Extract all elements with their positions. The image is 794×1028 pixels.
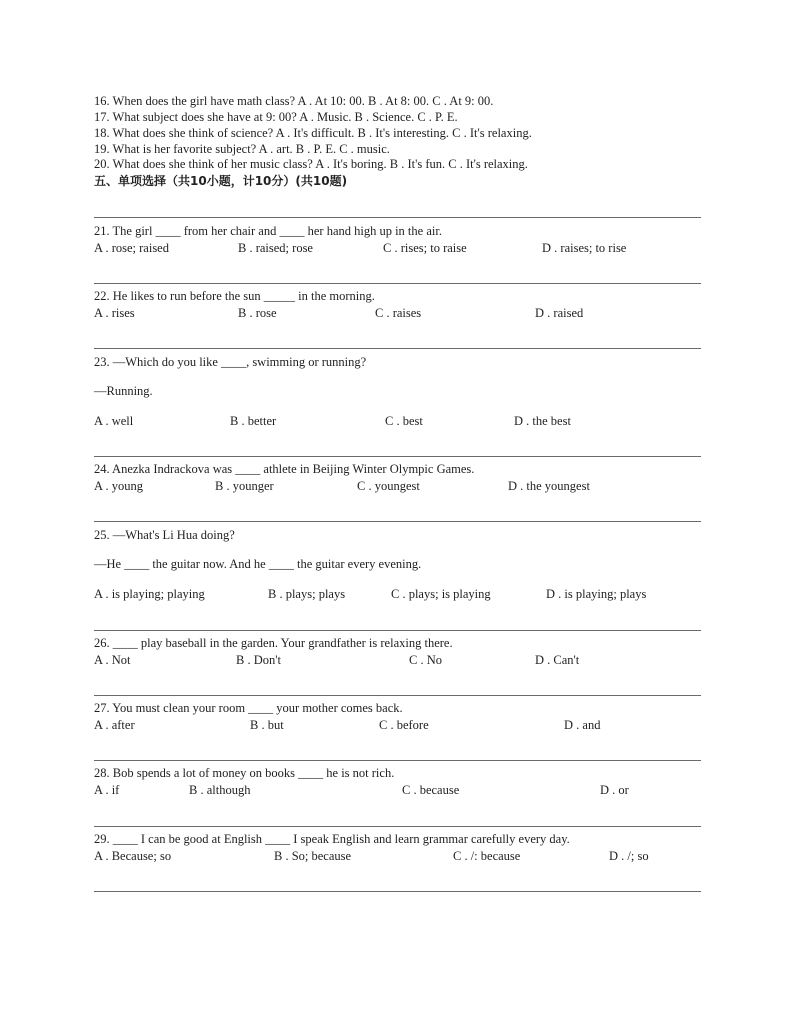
divider [94, 283, 701, 284]
option-a: A . well [94, 414, 134, 428]
option-a: A . after [94, 718, 135, 732]
divider [94, 760, 701, 761]
option-c: C . No [409, 653, 442, 667]
option-c: C . rises; to raise [383, 241, 467, 255]
option-d: D . raised [535, 306, 584, 320]
option-b: B . raised; rose [238, 241, 313, 255]
option-c: C . before [379, 718, 429, 732]
question-stem: 29. ____ I can be good at English ____ I speak English and learn grammar carefully every day. [94, 832, 570, 846]
option-a: A . rises [94, 306, 135, 320]
divider [94, 695, 701, 696]
option-b: B . although [189, 783, 251, 797]
divider [94, 630, 701, 631]
option-a: A . Not [94, 653, 131, 667]
option-a: A . young [94, 479, 143, 493]
option-b: B . plays; plays [268, 587, 346, 601]
option-c: C . /: because [453, 849, 521, 863]
option-c: C . raises [375, 306, 422, 320]
option-d: D . and [564, 718, 601, 732]
dialogue-reply: —He ____ the guitar now. And he ____ the guitar every evening. [94, 557, 422, 571]
section-heading: 五、单项选择（共10小题，计10分）(共10题) [94, 174, 348, 188]
divider [94, 456, 701, 457]
option-d: D . Can't [535, 653, 580, 667]
option-c: C . best [385, 414, 423, 428]
listening-question: 16. When does the girl have math class? A . At 10: 00. B . At 8: 00. C . At 9: 00. [94, 94, 494, 108]
divider [94, 521, 701, 522]
option-d: D . the best [514, 414, 571, 428]
option-a: A . rose; raised [94, 241, 169, 255]
option-a: A . is playing; playing [94, 587, 205, 601]
option-d: D . the youngest [508, 479, 590, 493]
option-d: D . /; so [609, 849, 649, 863]
option-b: B . Don't [236, 653, 281, 667]
option-a: A . Because; so [94, 849, 172, 863]
question-stem: 25. —What's Li Hua doing? [94, 528, 235, 542]
option-b: B . better [230, 414, 277, 428]
option-d: D . or [600, 783, 629, 797]
listening-question: 20. What does she think of her music class? A . It's boring. B . It's fun. C . It's relaxing. [94, 157, 528, 171]
divider [94, 826, 701, 827]
dialogue-reply: —Running. [94, 384, 153, 398]
option-d: D . raises; to rise [542, 241, 627, 255]
question-stem: 28. Bob spends a lot of money on books ____ he is not rich. [94, 766, 395, 780]
divider [94, 891, 701, 892]
listening-question: 17. What subject does she have at 9: 00? A . Music. B . Science. C . P. E. [94, 110, 458, 124]
option-b: B . So; because [274, 849, 352, 863]
question-stem: 21. The girl ____ from her chair and ____ her hand high up in the air. [94, 224, 442, 238]
option-d: D . is playing; plays [546, 587, 647, 601]
question-stem: 24. Anezka Indrackova was ____ athlete in Beijing Winter Olympic Games. [94, 462, 475, 476]
option-c: C . youngest [357, 479, 420, 493]
question-stem: 22. He likes to run before the sun _____ in the morning. [94, 289, 375, 303]
divider [94, 217, 701, 218]
option-a: A . if [94, 783, 120, 797]
question-stem: 27. You must clean your room ____ your mother comes back. [94, 701, 403, 715]
question-stem: 23. —Which do you like ____, swimming or running? [94, 355, 367, 369]
question-stem: 26. ____ play baseball in the garden. Your grandfather is relaxing there. [94, 636, 453, 650]
divider [94, 348, 701, 349]
option-b: B . younger [215, 479, 274, 493]
option-c: C . plays; is playing [391, 587, 491, 601]
option-c: C . because [402, 783, 460, 797]
option-b: B . rose [238, 306, 277, 320]
listening-question: 18. What does she think of science? A . It's difficult. B . It's interesting. C . It's relaxing. [94, 126, 532, 140]
listening-question: 19. What is her favorite subject? A . art. B . P. E. C . music. [94, 142, 390, 156]
option-b: B . but [250, 718, 284, 732]
